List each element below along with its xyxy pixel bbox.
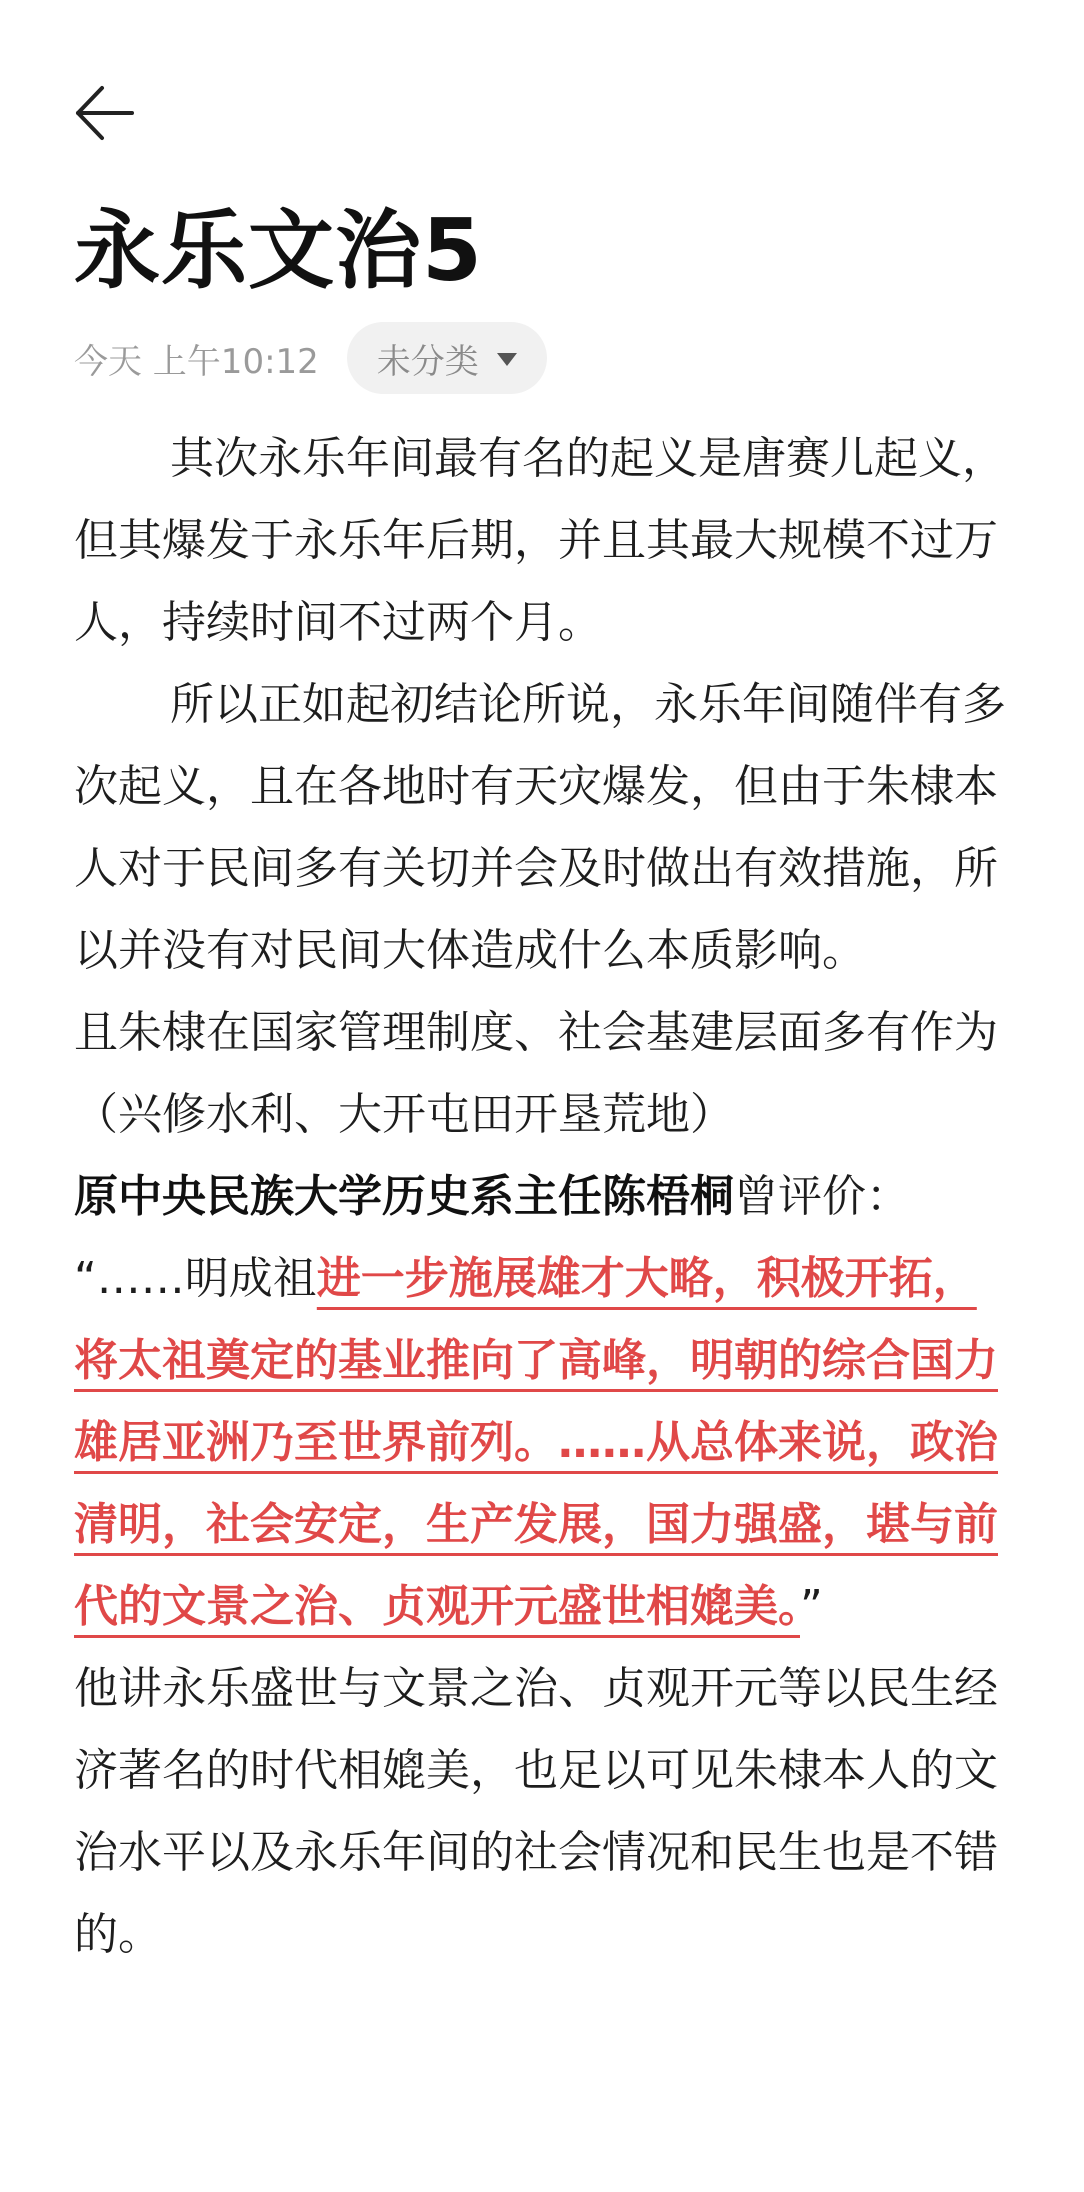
arrow-left-icon [70, 78, 140, 148]
category-label: 未分类 [376, 341, 479, 382]
back-button[interactable] [70, 78, 140, 148]
paragraph: 且朱棣在国家管理制度、社会基建层面多有作为（兴修水利、大开屯田开垦荒地） [74, 1007, 998, 1140]
timestamp: 今天 上午10:12 [74, 341, 319, 382]
paragraph: 所以正如起初结论所说，永乐年间随伴有多次起义，且在各地时有天灾爆发，但由于朱棣本人对于民间多有关切并会及时做出有效措施，所以并没有对民间大体造成什么本质影响。 [74, 679, 1006, 976]
caret-down-icon [497, 353, 517, 366]
highlighted-quote: 进一步施展雄才大略，积极开拓，将太祖奠定的基业推向了高峰，明朝的综合国力雄居亚洲乃至世界前列。……从总体来说，政治清明，社会安定，生产发展，国力强盛，堪与前代的文景之治、贞观开元盛世相媲美。 [74, 1253, 998, 1632]
note-meta [74, 322, 547, 394]
quote-paragraph [74, 1238, 1014, 1648]
paragraph: 他讲永乐盛世与文景之治、贞观开元等以民生经济著名的时代相媲美，也足以可见朱棣本人的文治水平以及永乐年间的社会情况和民生也是不错的。 [74, 1663, 998, 1960]
category-selector[interactable] [347, 322, 547, 394]
attribution-suffix: 曾评价： [734, 1171, 910, 1222]
paragraph [74, 1156, 1014, 1238]
quote-close: ” [800, 1581, 823, 1632]
paragraph: 其次永乐年间最有名的起义是唐赛儿起义，但其爆发于永乐年后期，并且其最大规模不过万人，持续时间不过两个月。 [74, 433, 1006, 648]
note-body[interactable] [74, 418, 1014, 1976]
quote-open: “……明成祖 [74, 1253, 317, 1304]
bold-attribution: 原中央民族大学历史系主任陈梧桐 [74, 1171, 734, 1222]
note-title[interactable]: 永乐文治5 [74, 201, 483, 301]
